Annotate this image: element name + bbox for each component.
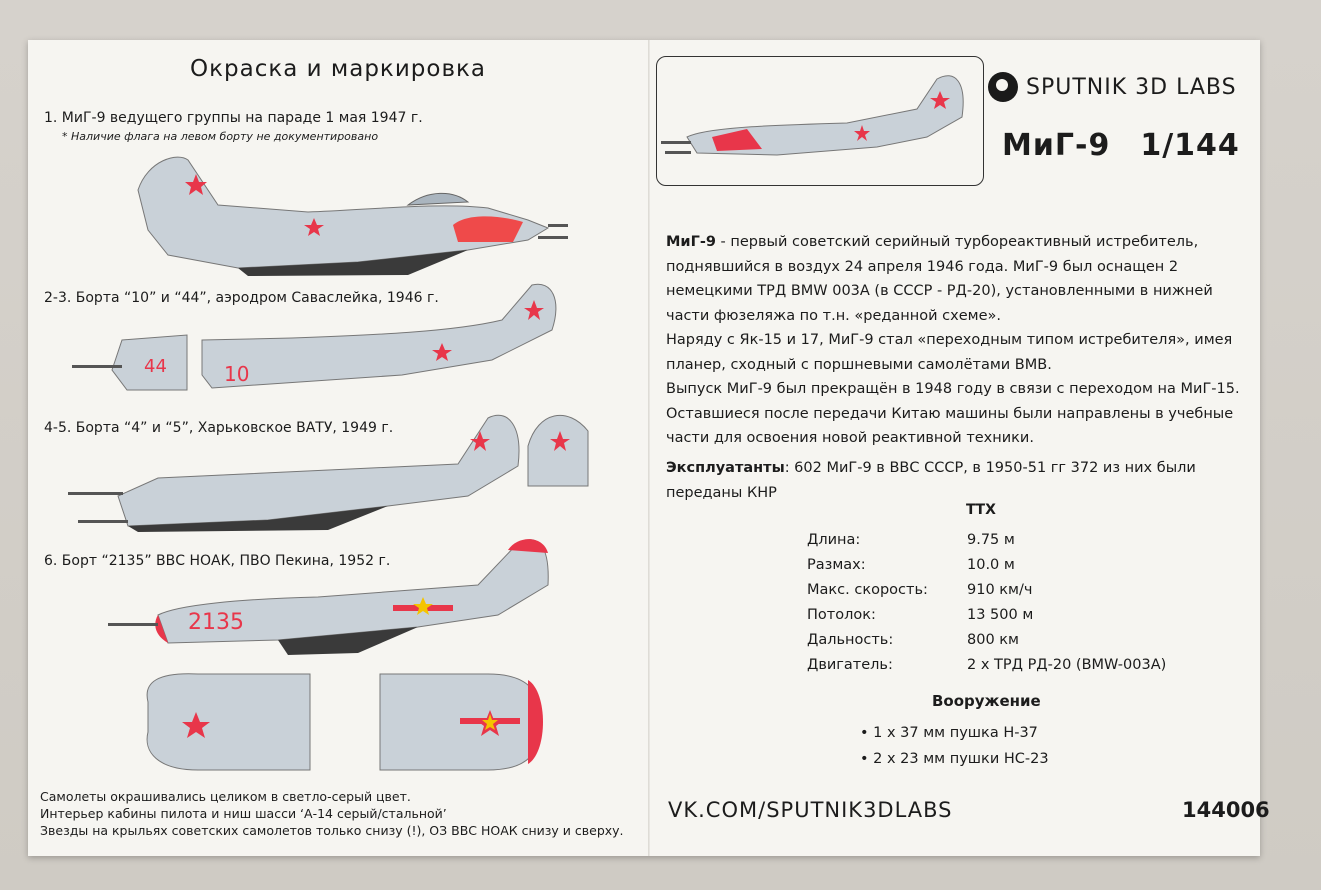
desc-p2: Наряду с Як-15 и 17, МиГ-9 стал «переходным типом истребителя», имея планер, сходный с поршневыми самолётами ВМВ. bbox=[666, 332, 1233, 373]
fold-line bbox=[648, 40, 650, 856]
scheme-2-plane bbox=[72, 280, 572, 400]
model-title bbox=[1002, 128, 1240, 163]
spec-label: Макс. скорость: bbox=[807, 582, 928, 598]
spec-label: Потолок: bbox=[807, 607, 876, 623]
description bbox=[666, 230, 1256, 451]
note-line: Звезды на крыльях советских самолетов только снизу (!), ОЗ ВВС НОАК снизу и сверху. bbox=[40, 823, 624, 838]
code-44: 44 bbox=[144, 356, 167, 377]
spec-value: 10.0 м bbox=[967, 557, 1015, 573]
brand bbox=[988, 72, 1237, 102]
spec-label: Двигатель: bbox=[807, 657, 893, 673]
spec-value: 800 км bbox=[967, 632, 1019, 648]
spec-label: Длина: bbox=[807, 532, 861, 548]
spec-label: Размах: bbox=[807, 557, 866, 573]
scheme-1-note: * Наличие флага на левом борту не документировано bbox=[62, 130, 379, 143]
spec-table bbox=[807, 528, 1166, 678]
scheme-1-caption: 1. МиГ-9 ведущего группы на параде 1 мая 1947 г. bbox=[44, 110, 423, 126]
code-10: 10 bbox=[224, 362, 250, 386]
wing-left bbox=[138, 672, 313, 772]
spec-value: 13 500 м bbox=[967, 607, 1034, 623]
box-art-frame bbox=[656, 56, 984, 186]
model-scale: 1/144 bbox=[1140, 128, 1240, 163]
right-page bbox=[652, 40, 1270, 856]
spec-row bbox=[807, 628, 1166, 653]
spec-row bbox=[807, 528, 1166, 553]
product-code: 144006 bbox=[1182, 798, 1270, 822]
instruction-sheet bbox=[28, 40, 1270, 856]
scheme-4-caption: 6. Борт “2135” ВВС НОАК, ПВО Пекина, 1952 г. bbox=[44, 553, 391, 569]
operators-label: Эксплуатанты bbox=[666, 460, 785, 476]
scheme-4-plane bbox=[98, 535, 558, 660]
armament-item: • 2 х 23 мм пушки НС-23 bbox=[860, 751, 1049, 767]
scheme-2-caption: 2-3. Борта “10” и “44”, аэродром Саваслейка, 1946 г. bbox=[44, 290, 439, 306]
model-name: МиГ-9 bbox=[1002, 128, 1111, 163]
spec-value: 2 х ТРД РД-20 (BMW-003A) bbox=[967, 657, 1167, 673]
spec-value: 9.75 м bbox=[967, 532, 1015, 548]
spec-row bbox=[807, 553, 1166, 578]
armament-item: • 1 х 37 мм пушка Н-37 bbox=[860, 725, 1038, 741]
operators-text: : 602 МиГ-9 в ВВС СССР, в 1950-51 гг 372 из них были переданы КНР bbox=[666, 460, 1196, 501]
desc-lead: МиГ-9 bbox=[666, 234, 716, 250]
spec-row bbox=[807, 603, 1166, 628]
spec-label: Дальность: bbox=[807, 632, 894, 648]
scheme-1-plane bbox=[108, 150, 568, 280]
ttx-title: ТТХ bbox=[966, 502, 996, 518]
planet-logo-icon bbox=[988, 72, 1018, 102]
left-page bbox=[28, 40, 648, 856]
spec-row bbox=[807, 578, 1166, 603]
spec-row bbox=[807, 653, 1166, 678]
code-2135: 2135 bbox=[188, 610, 244, 635]
brand-name: SPUTNIK 3D LABS bbox=[1026, 74, 1237, 100]
vk-link: VK.COM/SPUTNIK3DLABS bbox=[668, 798, 953, 822]
scheme-3-caption: 4-5. Борта “4” и “5”, Харьковское ВАТУ, 1949 г. bbox=[44, 420, 394, 436]
armament-title: Вооружение bbox=[932, 692, 1041, 710]
note-line: Интерьер кабины пилота и ниш шасси ‘А-14 серый/стальной’ bbox=[40, 806, 447, 821]
note-line: Самолеты окрашивались целиком в светло-серый цвет. bbox=[40, 789, 411, 804]
page-title: Окраска и маркировка bbox=[190, 56, 486, 82]
scheme-3-plane bbox=[68, 406, 628, 536]
operators bbox=[666, 456, 1256, 505]
desc-p1: - первый советский серийный турбореактивный истребитель, поднявшийся в воздух 24 апреля 1946 года. МиГ-9 был оснащен 2 немецкими ТРД BMW 003A (в СССР - РД-20), установленными в нижней части фюзеляжа по т.н. «реданной схеме». bbox=[666, 234, 1213, 324]
armament-list bbox=[860, 720, 1049, 772]
spec-value: 910 км/ч bbox=[967, 582, 1033, 598]
desc-p3: Выпуск МиГ-9 был прекращён в 1948 году в связи с переходом на МиГ-15. Оставшиеся после передачи Китаю машины были направлены в учебные части для освоения новой реактивной техники. bbox=[666, 381, 1240, 446]
wing-right bbox=[378, 672, 548, 772]
color-notes bbox=[40, 788, 624, 839]
box-art-plane bbox=[657, 57, 983, 185]
